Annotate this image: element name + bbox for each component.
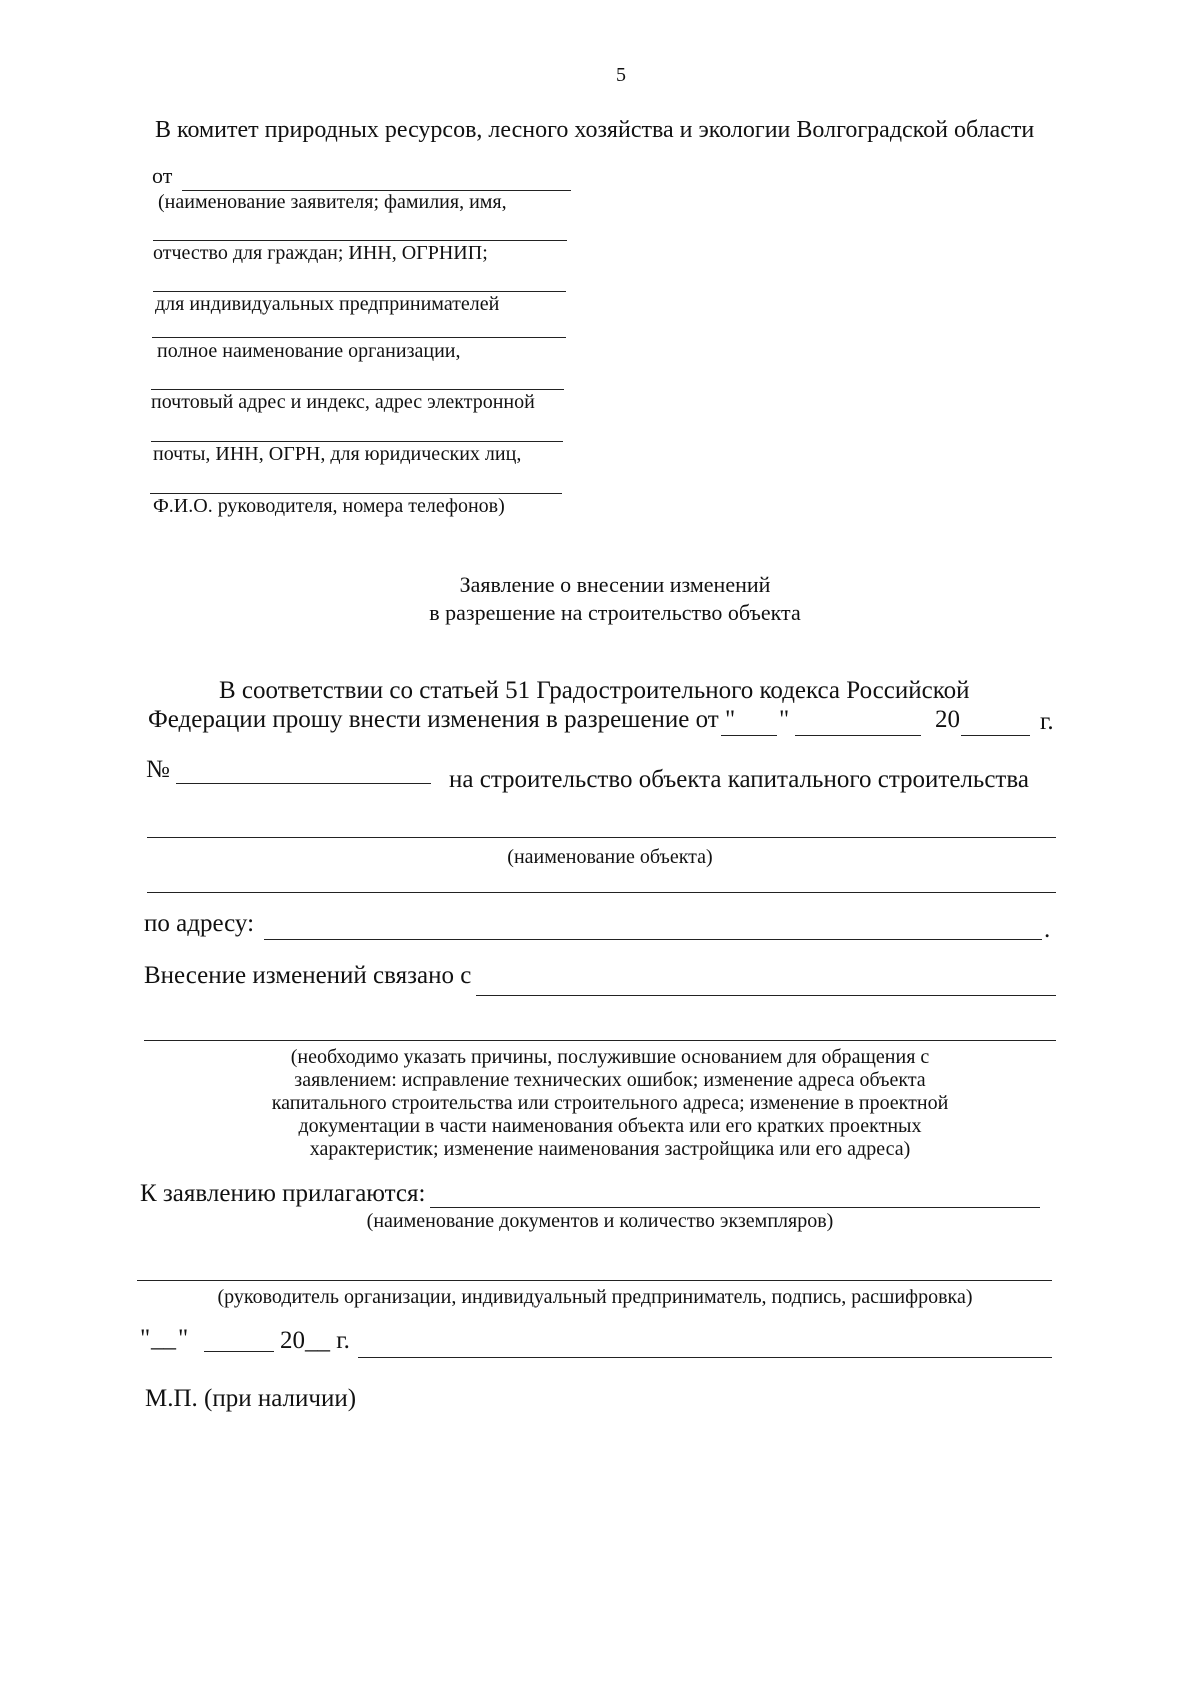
change-reason-field-2[interactable] xyxy=(144,1040,1056,1041)
date-month-field[interactable] xyxy=(204,1351,274,1352)
document-title-line-2: в разрешение на строительство объекта xyxy=(429,600,801,625)
attachments-hint: (наименование документов и количество экземпляров) xyxy=(366,1210,834,1232)
object-name-field-2[interactable] xyxy=(147,892,1056,893)
from-line-2[interactable] xyxy=(153,240,567,241)
from-hint-3: для индивидуальных предпринимателей xyxy=(155,293,500,315)
object-name-field[interactable] xyxy=(147,837,1056,838)
quote-close: " xyxy=(779,706,790,733)
permit-day-field[interactable] xyxy=(721,735,777,736)
number-sign: № xyxy=(146,756,170,783)
addressee: В комитет природных ресурсов, лесного хозяйства и экологии Волгоградской области xyxy=(155,117,1035,143)
address-label: по адресу: xyxy=(144,910,255,937)
from-label: от xyxy=(152,163,173,188)
request-paragraph-line-2: Федерации прошу внести изменения в разрешение от " xyxy=(148,706,736,733)
change-reason-hint: (необходимо указать причины, послужившие основанием для обращения с заявлением: исправление технических ошибок; изменение адреса объекта капитального строительства или строительного адреса; изменение в проектной документации в части наименования объекта или его кратких проектных характеристик; изменение наименования застройщика или его адреса) xyxy=(271,1046,949,1160)
request-paragraph-line-1: В соответствии со статьей 51 Градостроительного кодекса Российской xyxy=(219,677,970,704)
page-number: 5 xyxy=(616,64,626,86)
object-name-hint: (наименование объекта) xyxy=(507,846,713,868)
from-hint-7: Ф.И.О. руководителя, номера телефонов) xyxy=(153,495,505,517)
signer-field[interactable] xyxy=(137,1280,1052,1281)
address-field[interactable] xyxy=(264,939,1042,940)
from-line-5[interactable] xyxy=(151,389,564,390)
from-line-7[interactable] xyxy=(150,493,562,494)
change-reason-field[interactable] xyxy=(476,995,1056,996)
permit-year-field[interactable] xyxy=(961,735,1030,736)
change-label: Внесение изменений связано с xyxy=(144,962,472,989)
date-open-quote: " xyxy=(140,1325,151,1352)
attachments-field[interactable] xyxy=(430,1207,1040,1208)
from-line-6[interactable] xyxy=(151,441,563,442)
date-signature-field[interactable] xyxy=(358,1357,1052,1358)
date-day-field[interactable]: __ xyxy=(151,1325,176,1352)
from-line-4[interactable] xyxy=(152,337,566,338)
attachments-label: К заявлению прилагаются: xyxy=(140,1180,426,1207)
year-prefix: 20 xyxy=(935,706,960,733)
date-year: 20__ г. xyxy=(280,1327,350,1354)
stamp-note: М.П. (при наличии) xyxy=(145,1385,357,1412)
from-hint-4: полное наименование организации, xyxy=(157,340,461,362)
from-hint-1: (наименование заявителя; фамилия, имя, xyxy=(158,191,507,213)
signer-hint: (руководитель организации, индивидуальный предприниматель, подпись, расшифровка) xyxy=(217,1286,973,1308)
from-hint-2: отчество для граждан; ИНН, ОГРНИП; xyxy=(153,242,488,264)
number-tail: на строительство объекта капитального строительства xyxy=(449,766,1029,793)
permit-number-field[interactable] xyxy=(176,783,431,784)
from-hint-5: почтовый адрес и индекс, адрес электронной xyxy=(151,391,535,413)
year-suffix: г. xyxy=(1040,708,1054,735)
from-line-3[interactable] xyxy=(153,291,566,292)
from-hint-6: почты, ИНН, ОГРН, для юридических лиц, xyxy=(153,443,522,465)
document-title-line-1: Заявление о внесении изменений xyxy=(459,572,771,597)
address-period: . xyxy=(1044,916,1051,943)
date-close-quote: " xyxy=(178,1325,189,1352)
permit-month-field[interactable] xyxy=(795,735,921,736)
